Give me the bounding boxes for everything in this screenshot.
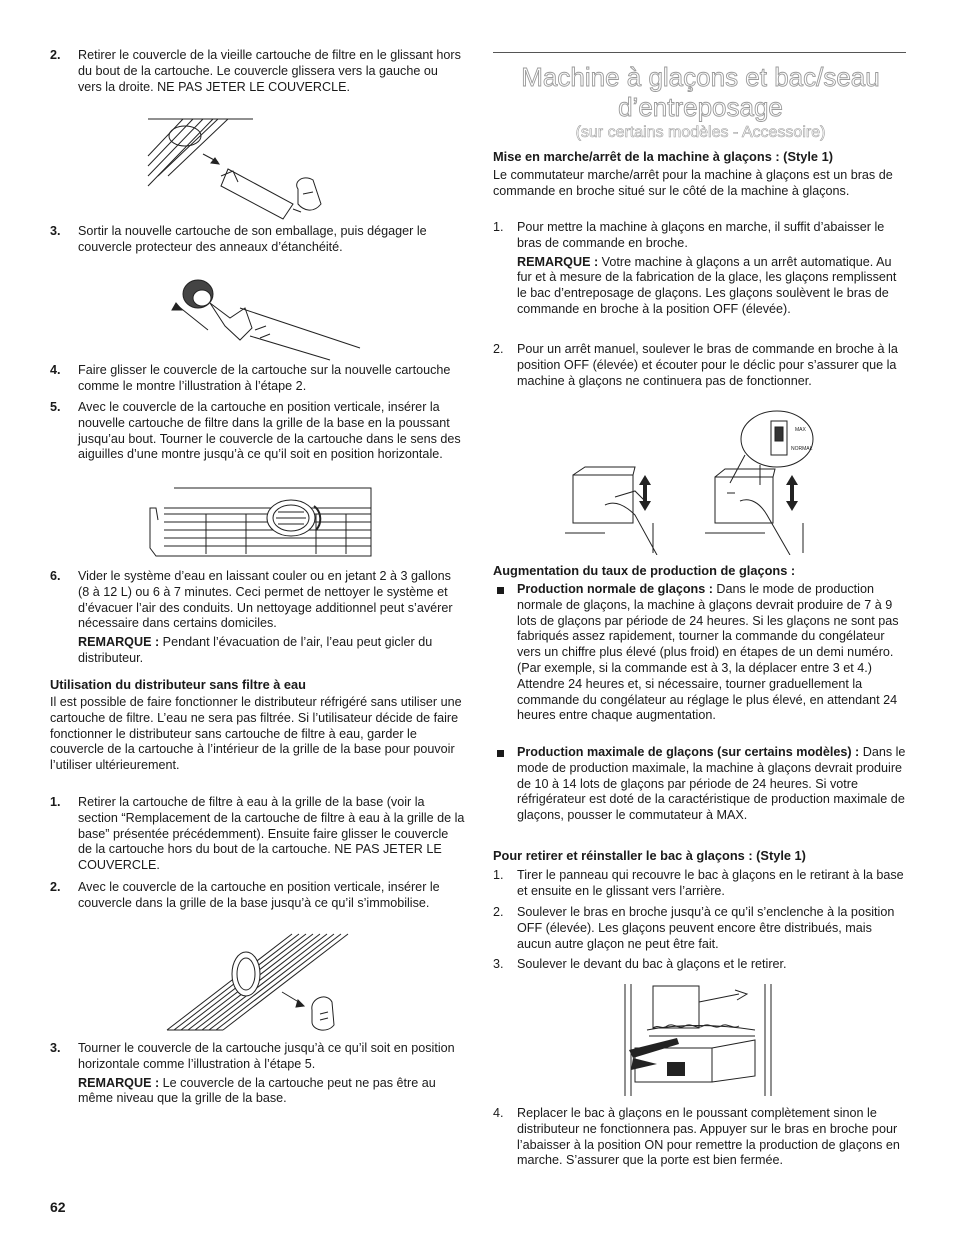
section-title-line-2: d’entreposage xyxy=(618,92,783,122)
step-number: 1. xyxy=(493,868,504,882)
bullet-marker xyxy=(497,750,504,757)
bin-step-4 xyxy=(493,1106,908,1188)
note-text: Votre machine à glaçons a un arrêt automatique. Au fur et à mesure de la fabrication de la glace, les glaçons remplissent le bac d’entreposage de glaçons. Les glaçons soulèvent le bras de commande en broche à la position OFF (élevée). xyxy=(517,254,897,316)
step-text xyxy=(517,220,908,318)
illustration-cartridge-cap xyxy=(170,268,370,363)
step-body-text: Vider le système d’eau en laissant couler ou en jetant 2 à 3 gallons (8 à 12 L) ou 6 à 7 minutes. Ceci permet de nettoyer le système et d’évacuer l’air des conduits. Un nettoyage additionnel peut s’avérer nécessaire dans certains domiciles. xyxy=(78,569,453,631)
no-filter-step-2 xyxy=(50,880,465,930)
step-number: 2. xyxy=(50,48,61,62)
bullet-body: Dans le mode de production normale de glaçons, la machine à glaçons devrait produire de 7 à 9 lots de glaçons par période de 24 heures. Si les glaçons ne sont pas fabriqués assez rapidement, tourner la commande du congélateur vers un chiffre plus élevé (plus froid) en étapes de un demi numéro. (Par exemple, si la commande est à 3, la déplacer entre 3 et 4.) Attendre 24 heures et, si nécessaire, tourner graduellement la commande du congélateur au réglage le plus élevé, en attendant 24 heures entre chaque augmentation. xyxy=(517,582,899,723)
step-text xyxy=(78,1041,465,1107)
step-6-flush-system xyxy=(50,569,465,669)
on-off-intro: Le commutateur marche/arrêt pour la machine à glaçons est un bras de commande en broche situé sur le côté de la machine à glaçons. xyxy=(493,168,893,198)
illustration-cover-in-grille xyxy=(162,930,367,1040)
heading-remove-bin: Pour retirer et réinstaller le bac à glaçons : (Style 1) xyxy=(493,848,806,863)
step-text: Retirer la cartouche de filtre à eau à la grille de la base (voir la section “Remplacement de la cartouche de filtre à eau à la grille de la base” présentée précédemment). Ensuite faire glisser le couvercle de la cartouche hors du bout de la cartouche. NE PAS JETER LE COUVERCLE. xyxy=(78,795,465,873)
step-text: Avec le couvercle de la cartouche en position verticale, insérer la nouvelle cartouche de filtre dans la grille de la base en la poussant jusqu’au bout. Tourner le couvercle de la cartouche dans le sens des aiguilles d’une montre jusqu’à ce qu’il soit en position horizontale. xyxy=(78,400,461,462)
step-number: 4. xyxy=(493,1106,504,1120)
switch-label-normal: NORMAL xyxy=(791,446,813,452)
step-note xyxy=(78,635,465,667)
step-text: Replacer le bac à glaçons en le poussant complètement sinon le distributeur ne fonctionnera pas. Appuyer sur le bras en broche pour l’abaisser à la position ON pour remettre la production de glaçons en marche. S’assurer que la porte est bien fermée. xyxy=(517,1106,900,1168)
on-off-step-2 xyxy=(493,342,908,408)
bullet-body: Dans le mode de production maximale, la machine à glaçons devrait produire de 10 à 14 lots de glaçons par période de 24 heures. Si votre réfrigérateur est doté de la caractéristique de production maximale de glaçons, pousser le commutateur à MAX. xyxy=(517,745,906,823)
note-text: Le couvercle de la cartouche peut ne pas être au même niveau que la grille de la base. xyxy=(78,1075,436,1106)
step-number: 3. xyxy=(493,957,504,971)
step-text: Faire glisser le couvercle de la cartouche sur la nouvelle cartouche comme le montre l’illustration à l’étape 2. xyxy=(78,363,451,393)
step-number: 1. xyxy=(50,795,61,809)
on-off-step-1 xyxy=(493,220,908,338)
bullet-label: Production maximale de glaçons (sur certains modèles) : xyxy=(517,745,860,759)
illustration-ice-maker-switch xyxy=(565,405,825,555)
step-text: Soulever le bras en broche jusqu’à ce qu’il s’enclenche à la position OFF (élevée). Les glaçons peuvent encore être distribués, mais aucun autre glaçon ne peut être fait. xyxy=(517,905,895,951)
step-text: Sortir la nouvelle cartouche de son emballage, puis dégager le couvercle protecteur des anneaux d’étanchéité. xyxy=(78,224,427,254)
bullet-label: Production normale de glaçons : xyxy=(517,582,713,596)
section-title-line-1: Machine à glaçons et bac/seau xyxy=(521,62,880,92)
step-text xyxy=(78,569,465,667)
illustration-remove-ice-bin xyxy=(617,980,777,1098)
bullet-normal-production xyxy=(493,582,908,740)
step-body-text: Tourner le couvercle de la cartouche jusqu’à ce qu’il soit en position horizontale comme l’illustration à l’étape 5. xyxy=(78,1041,455,1071)
step-number: 6. xyxy=(50,569,61,583)
step-number: 5. xyxy=(50,400,61,414)
note-label: REMARQUE : xyxy=(78,1075,160,1090)
step-text: Tirer le panneau qui recouvre le bac à glaçons en le retirant à la base et ensuite en le glissant vers l’arrière. xyxy=(517,868,904,898)
bin-step-1 xyxy=(493,868,908,902)
step-number: 3. xyxy=(50,1041,61,1055)
page-number: 62 xyxy=(50,1199,66,1215)
step-5-insert-cartridge xyxy=(50,400,465,482)
step-text: Avec le couvercle de la cartouche en position verticale, insérer le couvercle dans la grille de la base jusqu’à ce qu’il s’immobilise. xyxy=(78,880,440,910)
no-filter-intro: Il est possible de faire fonctionner le distributeur réfrigéré sans utiliser une cartouche de filtre. L’eau ne sera pas filtrée. Si l’utilisateur décide de faire fonctionner le distributeur sans cartouche de filtre à eau, garder le couvercle de la cartouche à l’intérieur de la grille de la base pour pouvoir l’utiliser ultérieurement. xyxy=(50,695,462,773)
step-number: 1. xyxy=(493,220,504,234)
step-number: 2. xyxy=(493,905,504,919)
bin-step-3 xyxy=(493,957,908,975)
step-number: 2. xyxy=(493,342,504,356)
step-text: Soulever le devant du bac à glaçons et le retirer. xyxy=(517,957,787,971)
illustration-remove-cover xyxy=(143,114,353,226)
step-3-unpack-cartridge xyxy=(50,224,465,258)
heading-on-off: Mise en marche/arrêt de la machine à glaçons : (Style 1) xyxy=(493,149,833,164)
no-filter-step-3 xyxy=(50,1041,465,1141)
step-body-text: Pour mettre la machine à glaçons en marche, il suffit d’abaisser le bras de commande en broche. xyxy=(517,220,885,250)
section-heading-no-filter: Utilisation du distributeur sans filtre à eau xyxy=(50,677,306,692)
no-filter-step-1 xyxy=(50,795,465,877)
bullet-text xyxy=(517,745,908,824)
section-top-rule xyxy=(493,52,906,53)
step-note xyxy=(78,1076,465,1108)
note-label: REMARQUE : xyxy=(517,254,599,269)
section-subtitle: (sur certains modèles - Accessoire) xyxy=(575,124,826,141)
step-number: 2. xyxy=(50,880,61,894)
step-2-remove-cover xyxy=(50,48,465,114)
note-text: Pendant l’évacuation de l’air, l’eau peut gicler du distributeur. xyxy=(78,635,433,665)
bullet-text xyxy=(517,582,908,724)
step-note xyxy=(517,255,908,318)
note-label: REMARQUE : xyxy=(78,635,160,650)
bullet-marker xyxy=(497,587,504,594)
heading-production-rate: Augmentation du taux de production de glaçons : xyxy=(493,563,796,578)
step-4-slide-cover xyxy=(50,363,465,397)
switch-label-max: MAX xyxy=(795,427,806,433)
step-text: Retirer le couvercle de la vieille cartouche de filtre en le glissant hors du bout de la cartouche. Le couvercle glissera vers la gauche ou vers la droite. NE PAS JETER LE COUVERCLE. xyxy=(78,48,461,94)
illustration-base-grille xyxy=(146,484,376,564)
bullet-max-production xyxy=(493,745,908,843)
step-number: 3. xyxy=(50,224,61,238)
step-number: 4. xyxy=(50,363,61,377)
step-text: Pour un arrêt manuel, soulever le bras de commande en broche à la position OFF (élevée) et écouter pour le déclic pour s’assurer que la machine à glaçons ne continuera pas de fonctionner. xyxy=(517,342,898,388)
bin-step-2 xyxy=(493,905,908,955)
